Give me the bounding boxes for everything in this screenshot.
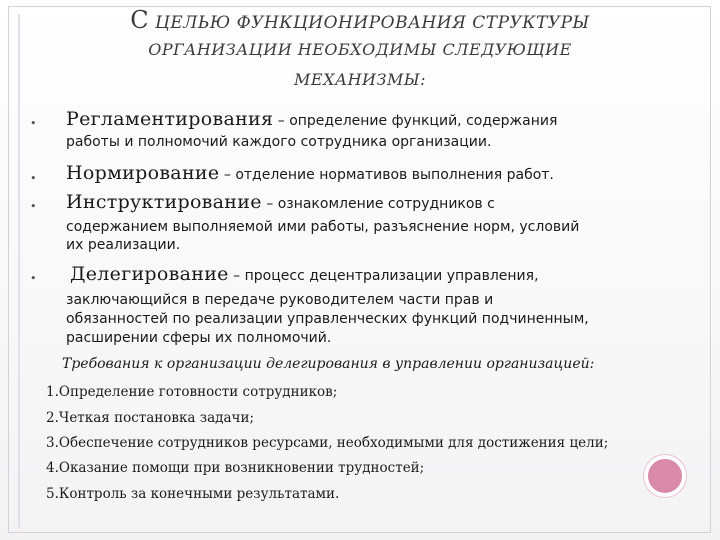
requirement-item: 3.Обеспечение сотрудников ресурсами, необходимыми для достижения цели; bbox=[46, 435, 609, 451]
bullet-4-line-4: расширении сферы их полномочий. bbox=[66, 330, 332, 346]
requirement-item: 1.Определение готовности сотрудников; bbox=[46, 384, 338, 400]
bullet-1-sep: – bbox=[273, 113, 290, 129]
bullet-3-line-3: их реализации. bbox=[66, 237, 181, 253]
slide-title-line-1 bbox=[0, 6, 720, 34]
bullet-4-text: процесс децентрализации управления, bbox=[244, 268, 539, 284]
bullet-3-line-2: содержанием выполняемой ими работы, разъяснение норм, условий bbox=[66, 219, 580, 235]
bullet-2-line-1 bbox=[66, 162, 554, 184]
bullet-2-text: отделение нормативов выполнения работ. bbox=[235, 167, 554, 183]
requirement-item: 5.Контроль за конечными результатами. bbox=[46, 486, 340, 502]
requirements-heading: Требования к организации делегирования в управлении организацией: bbox=[62, 356, 595, 372]
bullet-3-line-1 bbox=[66, 191, 495, 213]
title-initial: С bbox=[130, 6, 150, 34]
bullet-4-sep: – bbox=[228, 268, 245, 284]
decorative-circle bbox=[644, 455, 686, 497]
bullet-2-sep: – bbox=[219, 167, 236, 183]
bullet-icon: • bbox=[30, 172, 37, 185]
bullet-icon: • bbox=[30, 117, 37, 130]
bullet-2-term: Нормирование bbox=[66, 162, 220, 184]
bullet-1-text: определение функций, содержания bbox=[289, 113, 558, 129]
requirement-item: 2.Четкая постановка задачи; bbox=[46, 410, 255, 426]
bullet-icon: • bbox=[30, 200, 37, 213]
bullet-3-term: Инструктирование bbox=[66, 191, 262, 213]
bullet-4-term: Делегирование bbox=[70, 263, 229, 285]
bullet-3-text: ознакомление сотрудников с bbox=[277, 196, 495, 212]
decorative-divider bbox=[18, 14, 20, 529]
bullet-1-line-1 bbox=[66, 108, 557, 130]
bullet-4-line-1 bbox=[70, 263, 539, 285]
title-line-1-text: ЦЕЛЬЮ ФУНКЦИОНИРОВАНИЯ СТРУКТУРЫ bbox=[149, 13, 590, 33]
bullet-4-line-2: заключающийся в передаче руководителем части прав и bbox=[66, 292, 494, 308]
slide-title-line-3: МЕХАНИЗМЫ: bbox=[294, 70, 426, 89]
bullet-1-term: Регламентирования bbox=[66, 108, 274, 130]
bullet-icon: • bbox=[30, 272, 37, 285]
requirement-item: 4.Оказание помощи при возникновении трудностей; bbox=[46, 460, 425, 476]
slide-title-line-2: ОРГАНИЗАЦИИ НЕОБХОДИМЫ СЛЕДУЮЩИЕ bbox=[148, 40, 572, 59]
bullet-4-line-3: обязанностей по реализации управленческих функций подчиненным, bbox=[66, 311, 589, 327]
bullet-1-line-2: работы и полномочий каждого сотрудника организации. bbox=[66, 134, 492, 150]
bullet-3-sep: – bbox=[261, 196, 278, 212]
